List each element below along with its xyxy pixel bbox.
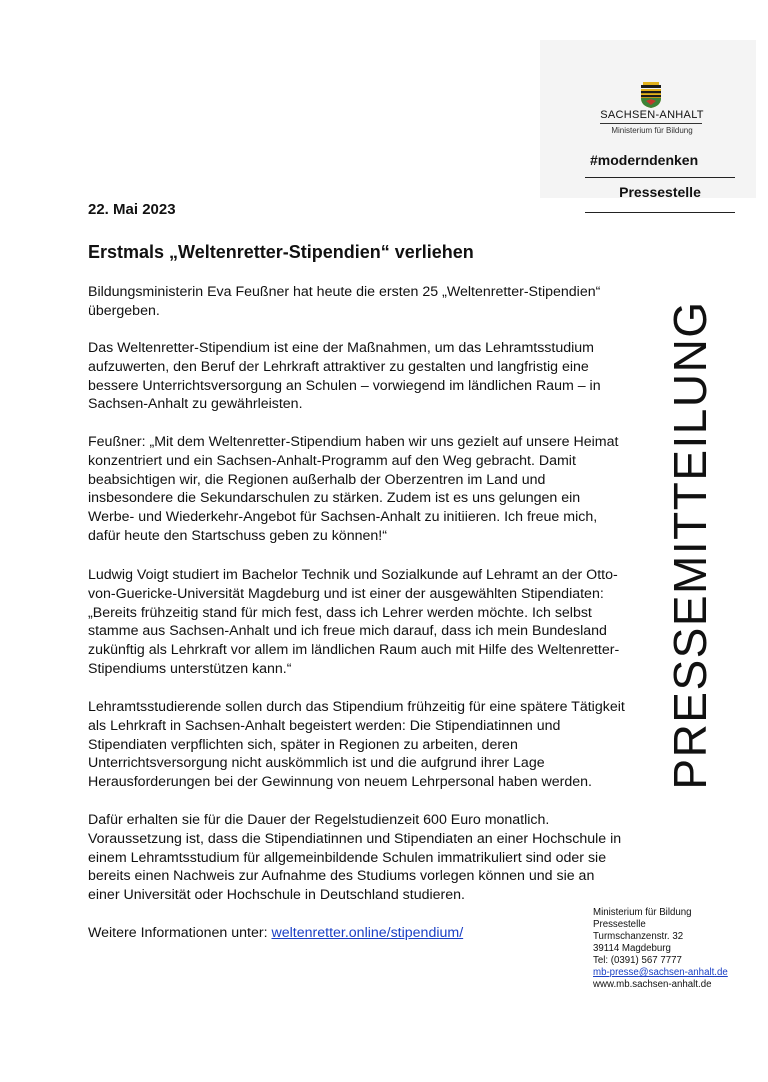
contact-ministry: Ministerium für Bildung — [593, 907, 692, 918]
more-info-label: Weitere Informationen unter: — [88, 925, 268, 941]
coat-of-arms-icon — [640, 82, 662, 108]
contact-phone: Tel: (0391) 567 7777 — [593, 955, 682, 966]
contact-website: www.mb.sachsen-anhalt.de — [593, 979, 712, 990]
more-info-line — [88, 924, 628, 943]
brand-subtitle: Ministerium für Bildung — [611, 126, 693, 135]
press-release-vertical-title: PRESSEMITTEILUNG — [664, 300, 716, 790]
stipend-info-link[interactable]: weltenretter.online/stipendium/ — [271, 925, 464, 941]
campaign-hashtag: #moderndenken — [590, 152, 699, 168]
paragraph-minister-quote: Feußner: „Mit dem Weltenretter-Stipendium haben wir uns gezielt auf unsere Heimat konzentriert und ein Sachsen-Anhalt-Programm auf den Weg gebracht. Damit beabsichtigen wir, die Regionen außerhalb der Oberzentren im Land und insbesondere die Sekundarschulen zu stärken. Zudem ist es uns gelungen ein Werbe- und Wiederkehr-Angebot für Sachsen-Anhalt zu initiieren. Ich freue mich, dafür heute den Startschuss geben zu können!“ — [88, 434, 619, 544]
release-date: 22. Mai 2023 — [88, 201, 176, 218]
paragraph-obligations: Lehramtsstudierende sollen durch das Stipendium frühzeitig für eine spätere Tätigkeit als Lehrkraft in Sachsen-Anhalt begeistert werden: Die Stipendiatinnen und Stipendiaten verpflichten sich, später in Regionen zu arbeiten, deren Unterrichtsversorgung nicht auskömmlich ist und die aufgrund ihrer Lage Herausforderungen bei der Gewinnung von neuem Lehrpersonal haben werden. — [88, 699, 625, 791]
divider-top — [585, 177, 735, 178]
paragraph-conditions: Dafür erhalten sie für die Dauer der Regelstudienzeit 600 Euro monatlich. Voraussetzung ist, dass die Stipendiatinnen und Stipendiaten an einer Hochschule in einem Lehramtsstudium für allgemeinbildende Schulen immatrikuliert sind oder sie bereits einen Nachweis zur Aufnahme des Studiums vorlegen können und sie an einer Universität oder Hochschule in Deutschland studieren. — [88, 812, 622, 904]
press-office-label: Pressestelle — [619, 184, 701, 200]
brand-divider — [600, 123, 702, 124]
paragraph-student-quote: Ludwig Voigt studiert im Bachelor Technik und Sozialkunde auf Lehramt an der Otto-von-Guericke-Universität Magdeburg und ist einer der ausgewählten Stipendiaten: „Bereits frühzeitig stand für mich fest, dass ich Lehrer werden möchte. Ich selbst stamme aus Sachsen-Anhalt und ich freue mich darauf, dass ich mein Bundesland zukünftig als Lehrkraft vor allem im ländlichen Raum auch mit Hilfe des Weltenretter-Stipendiums unterstützen kann.“ — [88, 567, 620, 677]
contact-block — [593, 907, 763, 991]
contact-office: Pressestelle — [593, 919, 646, 930]
contact-email-link[interactable]: mb-presse@sachsen-anhalt.de — [593, 967, 728, 978]
divider-bottom — [585, 212, 735, 213]
contact-city: 39114 Magdeburg — [593, 943, 671, 954]
paragraph-intro: Bildungsministerin Eva Feußner hat heute die ersten 25 „Weltenretter-Stipendien“ übergeben. — [88, 284, 601, 319]
paragraph-background: Das Weltenretter-Stipendium ist eine der Maßnahmen, um das Lehramtsstudium aufzuwerten, den Beruf der Lehrkraft attraktiver zu gestalten und langfristig eine bessere Unterrichtsversorgung an Schulen – vorwiegend im ländlichen Raum – in Sachsen-Anhalt zu gewährleisten. — [88, 340, 601, 413]
page-title: Erstmals „Weltenretter-Stipendien“ verliehen — [88, 242, 474, 262]
contact-street: Turmschanzenstr. 32 — [593, 931, 684, 942]
brand-name: SACHSEN-ANHALT — [600, 109, 704, 121]
